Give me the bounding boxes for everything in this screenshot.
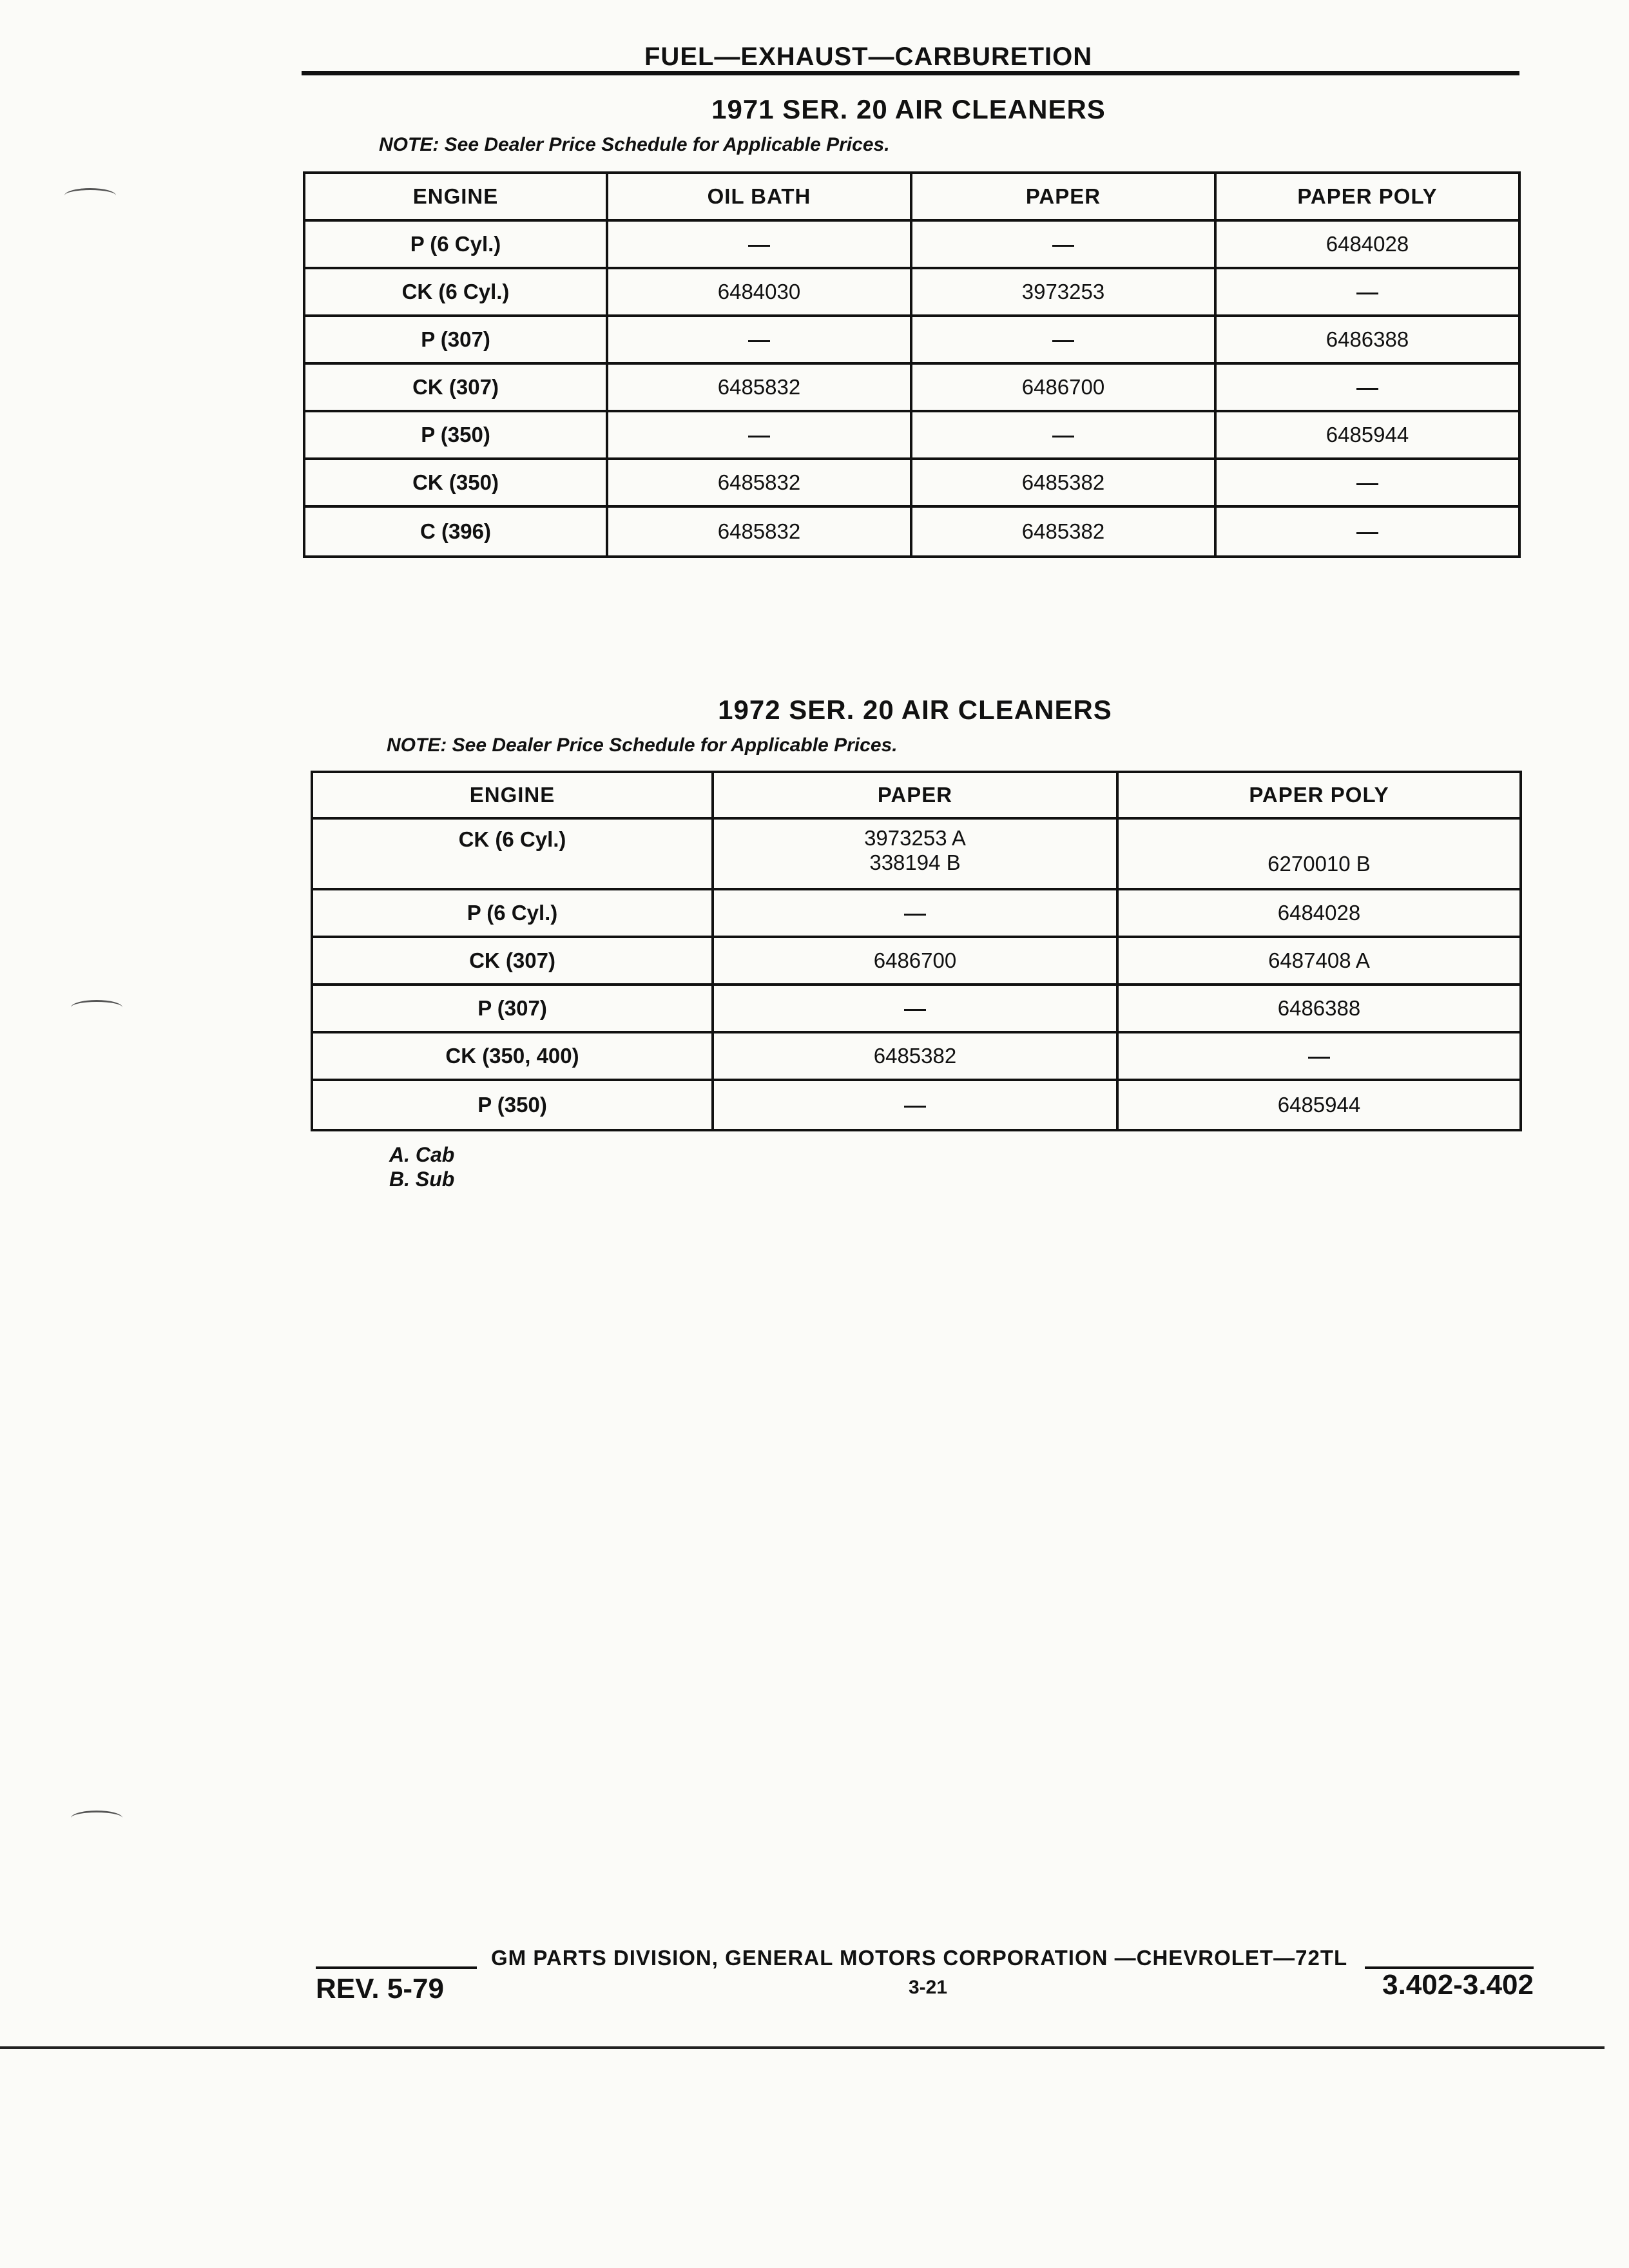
part-number-cell: 6485382 xyxy=(911,506,1215,557)
part-number-cell: 6484028 xyxy=(1215,220,1519,268)
footnote-a: A. Cab xyxy=(389,1143,455,1166)
column-header: ENGINE xyxy=(312,772,713,818)
column-header: PAPER xyxy=(911,173,1215,220)
footnote-b: B. Sub xyxy=(389,1168,455,1191)
engine-cell: CK (6 Cyl.) xyxy=(304,268,607,316)
table-row xyxy=(304,268,1519,316)
dash-mark xyxy=(748,436,770,437)
part-number-line: 3973253 A xyxy=(864,826,966,850)
table-1972-note: NOTE: See Dealer Price Schedule for Applicable Prices. xyxy=(387,735,898,756)
part-number-cell: 6486388 xyxy=(1117,985,1521,1032)
part-number-cell xyxy=(713,889,1117,937)
engine-cell: C (396) xyxy=(304,506,607,557)
page-bottom-rule xyxy=(0,2046,1605,2049)
column-header: OIL BATH xyxy=(607,173,911,220)
dash-mark xyxy=(1356,388,1378,390)
part-number-cell: 6485382 xyxy=(911,459,1215,506)
margin-mark xyxy=(71,1811,122,1825)
part-number-cell: 3973253 xyxy=(911,268,1215,316)
part-number-cell xyxy=(713,985,1117,1032)
footer-division: GM PARTS DIVISION, GENERAL MOTORS CORPORATION —CHEVROLET—72TL xyxy=(491,1946,1348,1970)
table-row xyxy=(304,220,1519,268)
engine-cell: P (6 Cyl.) xyxy=(304,220,607,268)
engine-cell: P (307) xyxy=(312,985,713,1032)
part-number-cell xyxy=(911,411,1215,459)
part-number-cell: 6485944 xyxy=(1215,411,1519,459)
table-row xyxy=(304,363,1519,411)
dash-mark xyxy=(904,1009,926,1011)
table-row xyxy=(312,985,1521,1032)
page-number: 3-21 xyxy=(909,1977,948,1998)
engine-cell: CK (307) xyxy=(312,937,713,985)
footer-section-number: 3.402-3.402 xyxy=(1382,1969,1534,2001)
part-number-cell: 6484030 xyxy=(607,268,911,316)
part-number-cell: 6270010 B xyxy=(1117,818,1521,889)
column-header: PAPER POLY xyxy=(1117,772,1521,818)
footer-revision: REV. 5-79 xyxy=(316,1973,444,2004)
table-row xyxy=(304,459,1519,506)
part-number-cell xyxy=(911,316,1215,363)
table-row xyxy=(312,1032,1521,1080)
column-header: PAPER POLY xyxy=(1215,173,1519,220)
dash-mark xyxy=(1052,245,1074,247)
part-number-cell: 6485832 xyxy=(607,363,911,411)
dash-mark xyxy=(1308,1057,1330,1059)
table-header-row xyxy=(304,173,1519,220)
column-header: PAPER xyxy=(713,772,1117,818)
dash-mark xyxy=(1052,340,1074,342)
dash-mark xyxy=(1356,532,1378,534)
margin-mark xyxy=(64,188,116,203)
part-number-cell: 6487408 A xyxy=(1117,937,1521,985)
part-number-cell: 6485832 xyxy=(607,506,911,557)
table-row xyxy=(312,1080,1521,1130)
part-number-cell: 6485832 xyxy=(607,459,911,506)
part-number-cell xyxy=(713,818,1117,889)
header-rule xyxy=(302,71,1519,75)
part-number-cell: 6485944 xyxy=(1117,1080,1521,1130)
part-number-cell xyxy=(607,220,911,268)
part-number-cell: 6486388 xyxy=(1215,316,1519,363)
part-number-cell xyxy=(1215,268,1519,316)
part-number-cell xyxy=(1215,363,1519,411)
part-number-cell: 6485382 xyxy=(713,1032,1117,1080)
table-1971-note: NOTE: See Dealer Price Schedule for Applicable Prices. xyxy=(379,134,890,155)
engine-cell: P (350) xyxy=(304,411,607,459)
part-number-cell: 6486700 xyxy=(911,363,1215,411)
engine-cell: P (307) xyxy=(304,316,607,363)
part-number-cell xyxy=(911,220,1215,268)
engine-cell: P (6 Cyl.) xyxy=(312,889,713,937)
part-number-cell xyxy=(1117,1032,1521,1080)
table-1972 xyxy=(311,771,1522,1131)
part-number-cell xyxy=(1215,459,1519,506)
table-row xyxy=(312,889,1521,937)
table-1971 xyxy=(303,171,1521,558)
engine-cell: CK (307) xyxy=(304,363,607,411)
engine-cell: CK (6 Cyl.) xyxy=(312,818,713,889)
dash-mark xyxy=(1356,293,1378,294)
dash-mark xyxy=(748,340,770,342)
part-number-cell xyxy=(713,1080,1117,1130)
part-number-line: 338194 B xyxy=(869,850,961,874)
part-number-cell xyxy=(607,316,911,363)
part-number-cell xyxy=(1215,506,1519,557)
table-row xyxy=(312,818,1521,889)
footer-rule-left xyxy=(316,1966,477,1969)
dash-mark xyxy=(1356,483,1378,485)
table-1972-title: 1972 SER. 20 AIR CLEANERS xyxy=(718,695,1112,725)
table-row xyxy=(304,411,1519,459)
dash-mark xyxy=(904,1106,926,1108)
dash-mark xyxy=(748,245,770,247)
column-header: ENGINE xyxy=(304,173,607,220)
engine-cell: CK (350, 400) xyxy=(312,1032,713,1080)
engine-cell: P (350) xyxy=(312,1080,713,1130)
table-1971-title: 1971 SER. 20 AIR CLEANERS xyxy=(711,94,1106,124)
table-row xyxy=(312,937,1521,985)
table-header-row xyxy=(312,772,1521,818)
margin-mark xyxy=(71,1000,122,1015)
part-number-cell: 6484028 xyxy=(1117,889,1521,937)
dash-mark xyxy=(904,914,926,916)
page-header-title: FUEL—EXHAUST—CARBURETION xyxy=(644,43,1093,71)
part-number-cell xyxy=(607,411,911,459)
table-row xyxy=(304,506,1519,557)
dash-mark xyxy=(1052,436,1074,437)
engine-cell: CK (350) xyxy=(304,459,607,506)
table-row xyxy=(304,316,1519,363)
part-number-cell: 6486700 xyxy=(713,937,1117,985)
